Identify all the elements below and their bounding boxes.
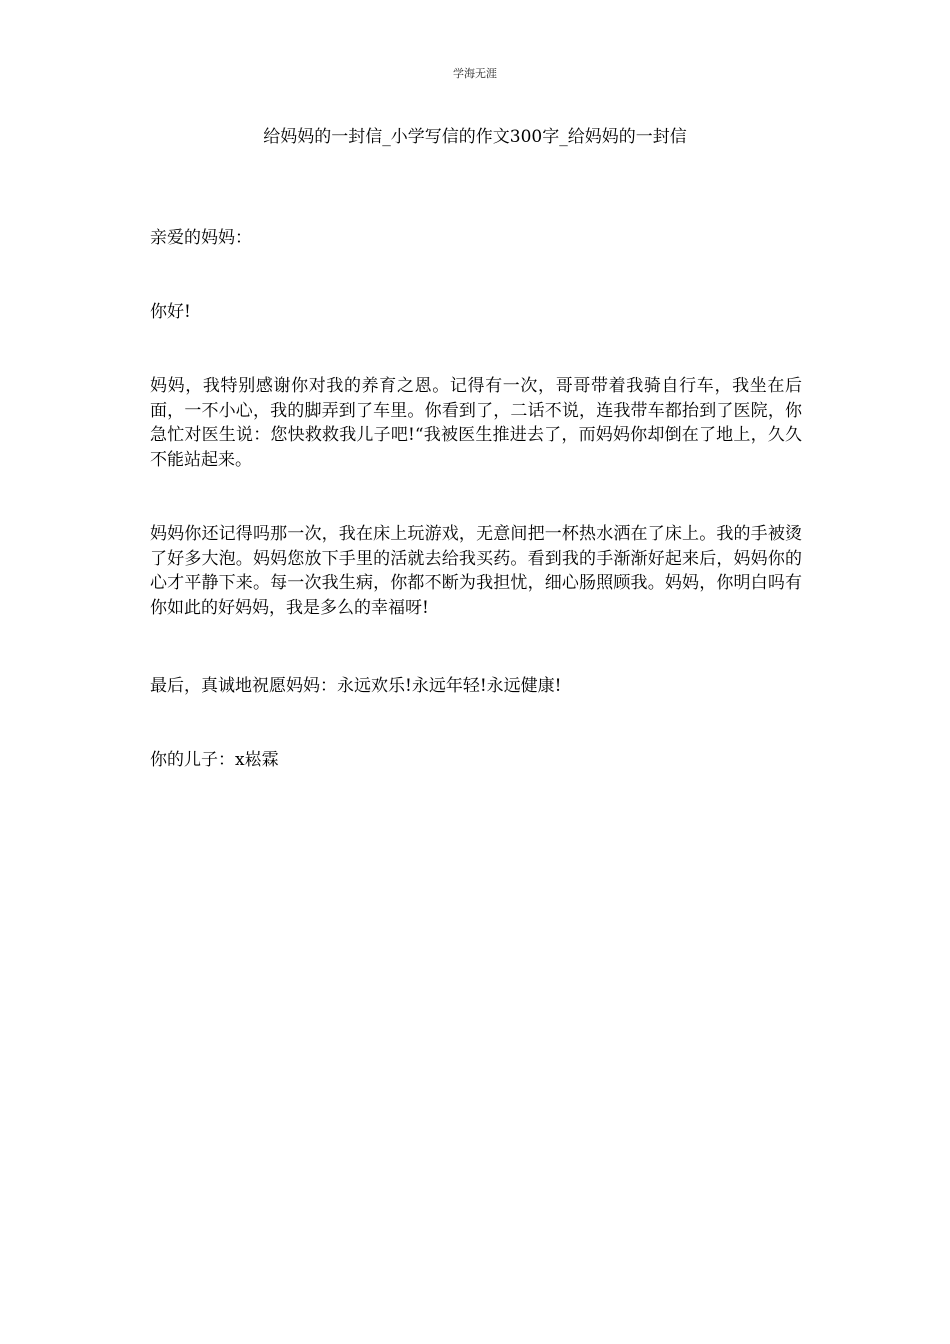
running-header: 学海无涯 xyxy=(453,67,497,80)
document-title: 给妈妈的一封信_小学写信的作文300字_给妈妈的一封信 xyxy=(263,127,687,147)
letter-paragraph: 妈妈，我特别感谢你对我的养育之恩。记得有一次，哥哥带着我骑自行车，我坐在后面，一不小心，我的脚弄到了车里。你看到了，二话不说，连我带车都抬到了医院，你急忙对医生说：您快救救我儿子吧!“我被医生推进去了，而妈妈你却倒在了地上，久久不能站起来。 xyxy=(150,376,802,470)
letter-paragraph: 妈妈你还记得吗那一次，我在床上玩游戏，无意间把一杯热水洒在了床上。我的手被烫了好多大泡。妈妈您放下手里的活就去给我买药。看到我的手渐渐好起来后，妈妈你的心才平静下来。每一次我生病，你都不断为我担忧，细心肠照顾我。妈妈，你明白吗有你如此的好妈妈，我是多么的幸福呀! xyxy=(150,524,802,618)
letter-greeting: 亲爱的妈妈： xyxy=(150,228,252,248)
letter-closing-wish: 最后，真诚地祝愿妈妈：永远欢乐!永远年轻!永远健康! xyxy=(150,676,562,696)
letter-salutation: 你好! xyxy=(150,302,191,322)
letter-signature: 你的儿子：x崧霖 xyxy=(150,750,279,770)
